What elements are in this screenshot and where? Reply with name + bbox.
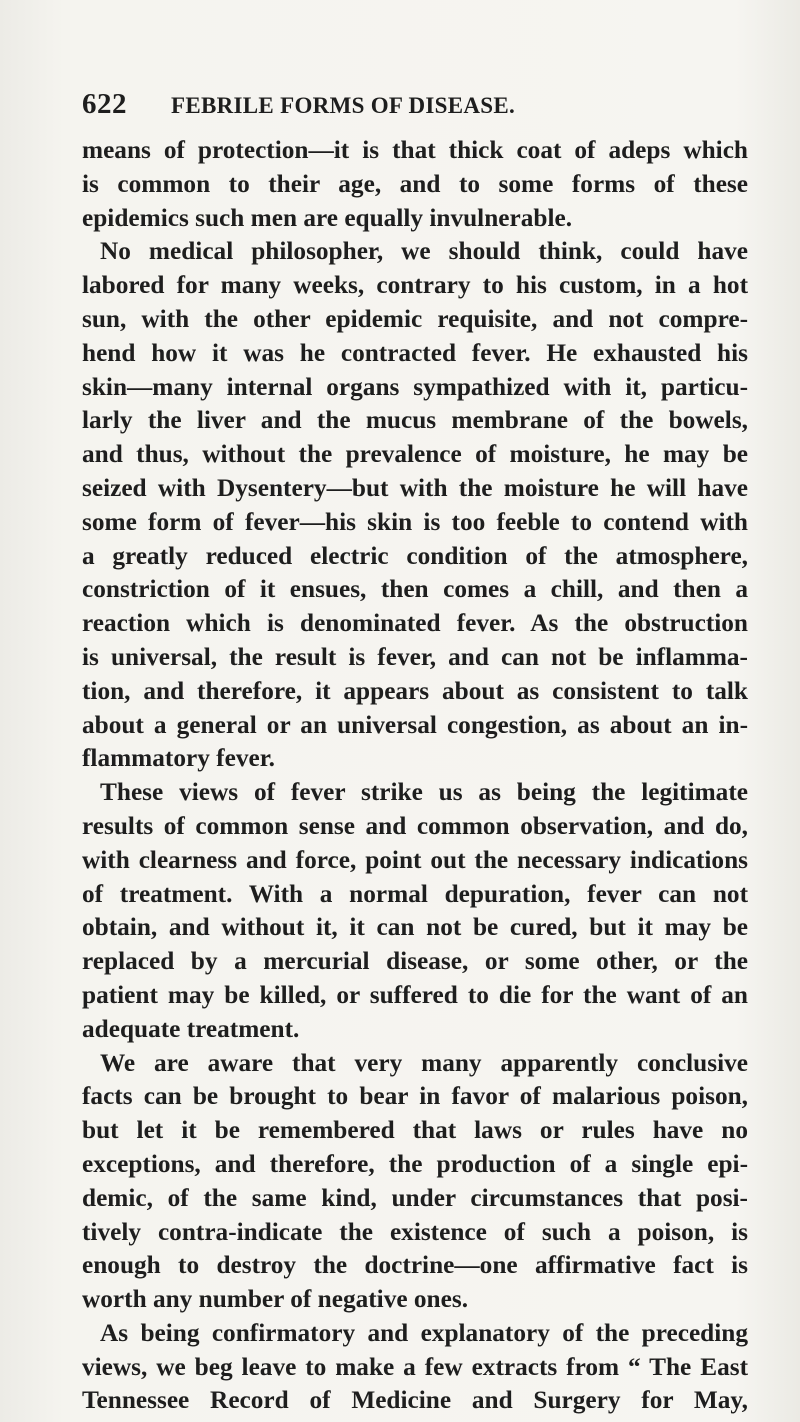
text-line: facts can be brought to bear in favor of malarious poison, bbox=[82, 1082, 748, 1111]
text-line: labored for many weeks, contrary to his custom, in a hot bbox=[82, 271, 748, 300]
text-line: a greatly reduced electric condition of the atmosphere, bbox=[82, 541, 748, 570]
text-line: obtain, and without it, it can not be cured, but it may be bbox=[82, 913, 748, 942]
text-line: is universal, the result is fever, and can not be inflamma- bbox=[82, 642, 748, 671]
text-line: seized with Dysentery—but with the moisture he will have bbox=[82, 473, 748, 502]
text-line: These views of fever strike us as being the legitimate bbox=[100, 778, 748, 807]
text-line: results of common sense and common observation, and do, bbox=[82, 811, 748, 840]
text-line: demic, of the same kind, under circumstances that posi- bbox=[82, 1183, 748, 1212]
body-text bbox=[82, 134, 748, 1418]
text-line: about a general or an universal congestion, as about an in- bbox=[82, 710, 748, 739]
text-line: replaced by a mercurial disease, or some other, or the bbox=[82, 947, 748, 976]
text-line: and thus, without the prevalence of moisture, he may be bbox=[82, 440, 748, 469]
text-line: exceptions, and therefore, the production of a single epi- bbox=[82, 1149, 748, 1178]
text-line: sun, with the other epidemic requisite, and not compre- bbox=[82, 304, 748, 333]
page-number: 622 bbox=[82, 88, 127, 120]
text-line: but let it be remembered that laws or rules have no bbox=[82, 1116, 748, 1145]
text-line: some form of fever—his skin is too feeble to contend with bbox=[82, 507, 748, 536]
text-line: skin—many internal organs sympathized with it, particu- bbox=[82, 372, 748, 401]
text-line: Tennessee Record of Medicine and Surgery for May, bbox=[82, 1386, 748, 1415]
text-line: tively contra-indicate the existence of such a poison, is bbox=[82, 1217, 748, 1246]
text-line: As being confirmatory and explanatory of the preceding bbox=[100, 1318, 748, 1347]
running-title: FEBRILE FORMS OF DISEASE. bbox=[171, 93, 516, 118]
text-line: reaction which is denominated fever. As the obstruction bbox=[82, 609, 748, 638]
page-header bbox=[82, 88, 748, 128]
text-line: adequate treatment. bbox=[82, 1014, 300, 1043]
text-line: patient may be killed, or suffered to die for the want of an bbox=[82, 980, 748, 1009]
text-line: epidemics such men are equally invulnerable. bbox=[82, 203, 573, 232]
text-line: No medical philosopher, we should think, could have bbox=[100, 237, 748, 266]
text-line: is common to their age, and to some forms of these bbox=[82, 169, 748, 198]
text-line: larly the liver and the mucus membrane of the bowels, bbox=[82, 406, 748, 435]
text-line: worth any number of negative ones. bbox=[82, 1285, 469, 1314]
text-line: constriction of it ensues, then comes a chill, and then a bbox=[82, 575, 748, 604]
text-line: tion, and therefore, it appears about as consistent to talk bbox=[82, 676, 748, 705]
text-line: flammatory fever. bbox=[82, 744, 275, 773]
text-line: with clearness and force, point out the necessary indications bbox=[82, 845, 748, 874]
text-line: views, we beg leave to make a few extracts from “ The East bbox=[82, 1352, 748, 1381]
text-line: We are aware that very many apparently conclusive bbox=[100, 1048, 748, 1077]
text-line: hend how it was he contracted fever. He exhausted his bbox=[82, 338, 748, 367]
text-line: means of protection—it is that thick coat of adeps which bbox=[82, 136, 748, 164]
text-line: of treatment. With a normal depuration, fever can not bbox=[82, 879, 748, 908]
text-line: enough to destroy the doctrine—one affirmative fact is bbox=[82, 1251, 748, 1280]
